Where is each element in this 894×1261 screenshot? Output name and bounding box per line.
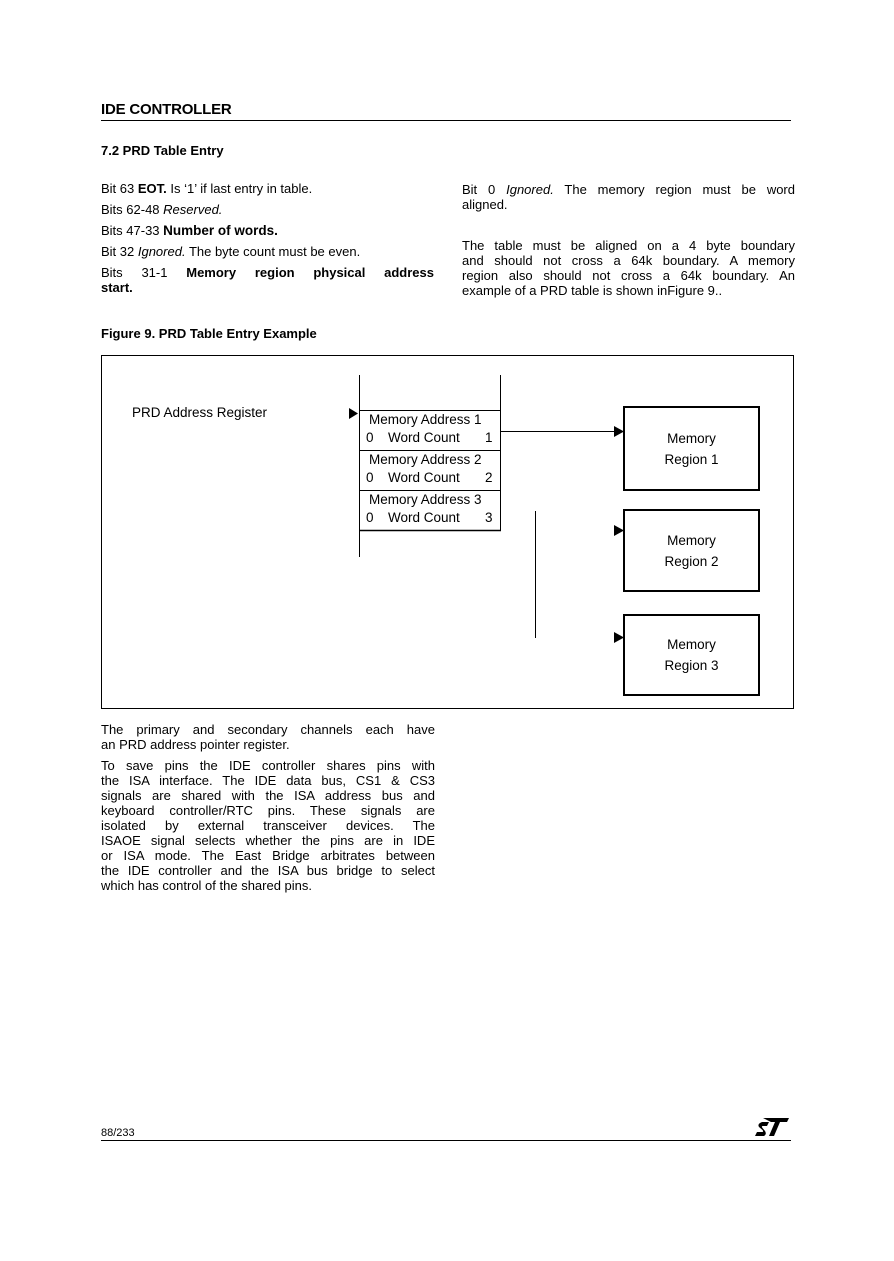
bits47-33-definition: Bits 47-33 Number of words. [101, 223, 278, 238]
memory-region-3 [623, 614, 760, 696]
table-row-1-flag: 0 [366, 430, 374, 445]
table-row-3-address: Memory Address 3 [369, 492, 482, 507]
memory-region-3-line2: Region 3 [664, 658, 719, 673]
section-title: 7.2 PRD Table Entry [101, 143, 224, 158]
body-paragraph-1-line: The primary and secondary channels each have [101, 722, 435, 737]
table-row-3-count-label: Word Count [388, 510, 460, 525]
memory-region-3-line1: Memory [667, 637, 716, 652]
table-row-2-count-index: 2 [485, 470, 493, 485]
bits62-48-definition: Bits 62-48 Reserved. [101, 202, 223, 217]
body-paragraph-1-line: an PRD address pointer register. [101, 737, 290, 752]
alignment-paragraph-line: and should not cross a 64k boundary. A memory [462, 253, 795, 268]
footer-rule [101, 1140, 791, 1141]
body-paragraph-2-line: or ISA mode. The East Bridge arbitrates between [101, 848, 435, 863]
body-paragraph-2-line: isolated by external transceiver devices. The [101, 818, 435, 833]
alignment-paragraph-line: The table must be aligned on a 4 byte boundary [462, 238, 795, 253]
page-header-title: IDE CONTROLLER [101, 101, 232, 118]
memory-region-1 [623, 406, 760, 491]
st-logo-icon [754, 1116, 792, 1143]
bit63-definition: Bit 63 EOT. Is ‘1’ if last entry in table. [101, 181, 313, 196]
table-row-3-count-index: 3 [485, 510, 493, 525]
table-row-3-flag: 0 [366, 510, 374, 525]
body-paragraph-2-line: the IDE controller and the ISA bus bridge to select [101, 863, 435, 878]
page-number: 88/233 [101, 1127, 135, 1139]
alignment-paragraph-line: example of a PRD table is shown inFigure 9.. [462, 283, 723, 298]
body-paragraph-2-line: ISAOE signal selects whether the pins are in IDE [101, 833, 435, 848]
body-paragraph-2-line: keyboard controller/RTC pins. These signals are [101, 803, 435, 818]
body-paragraph-2-line: signals are shared with the ISA address bus and [101, 788, 435, 803]
memory-region-2-line2: Region 2 [664, 553, 719, 569]
bits31-1-definition-line1: Bits 31-1 Memory region physical address [101, 265, 434, 280]
prd-pointer-arrowhead [349, 408, 358, 419]
table-row-2-address: Memory Address 2 [369, 452, 482, 467]
table-row-2-flag: 0 [366, 470, 374, 485]
body-paragraph-2-line: the ISA interface. The IDE data bus, CS1 & CS3 [101, 773, 435, 788]
alignment-paragraph-line: region also should not cross a 64k boundary. An [462, 268, 795, 283]
table-row-1-address: Memory Address 1 [369, 412, 482, 427]
body-paragraph-2-line: which has control of the shared pins. [101, 878, 313, 893]
prd-address-register-label: PRD Address Register [132, 405, 268, 420]
figure-caption: Figure 9. PRD Table Entry Example [101, 326, 317, 341]
bit0-definition-line2: aligned. [462, 197, 508, 212]
table-row-2-count-label: Word Count [388, 470, 460, 485]
table-row-1-count-label: Word Count [388, 430, 460, 445]
memory-region-1-line1: Memory [667, 430, 716, 446]
memory-region-2 [623, 509, 760, 592]
table-row-1-count-index: 1 [485, 430, 493, 445]
memory-region-1-line2: Region 1 [664, 451, 719, 467]
memory-region-2-line1: Memory [667, 532, 716, 548]
bit0-definition-line1: Bit 0 Ignored. The memory region must be word [462, 182, 795, 197]
body-paragraph-2-line: To save pins the IDE controller shares pins with [101, 758, 435, 773]
bit32-definition: Bit 32 Ignored. The byte count must be even. [101, 244, 361, 259]
bits31-1-definition-line2: start. [101, 280, 133, 295]
